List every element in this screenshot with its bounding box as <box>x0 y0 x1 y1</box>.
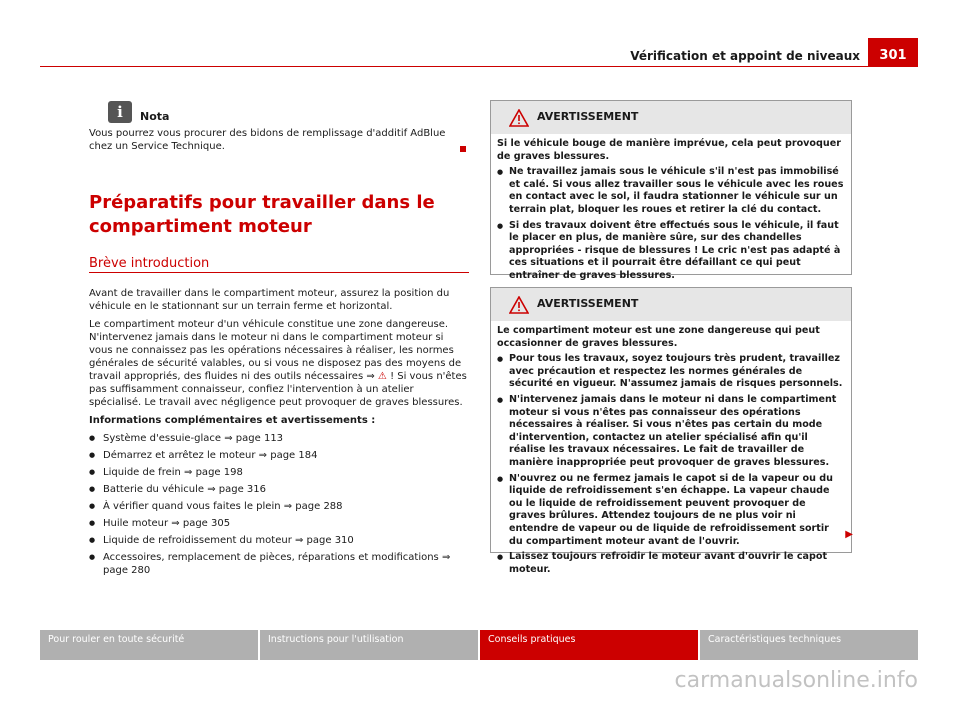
warning-intro: Si le véhicule bouge de manière imprévue, cela peut provoquer de graves blessures. <box>497 138 841 162</box>
list-item[interactable]: ● Système d'essuie-glace ⇒ page 113 <box>89 432 469 445</box>
warning-bullet: ● N'intervenez jamais dans le moteur ni dans le compartiment moteur si vous n'êtes pas connaisseur des opérations nécessaires à réaliser. Si vous n'êtes pas certain du mode d'intervention, contactez un atelier spécialisé afin qu'il réalise les travaux nécessaires. Le fait de travailler de manière inappropriée peut provoquer de graves blessures. <box>497 394 845 470</box>
warning-title: AVERTISSEMENT <box>537 110 639 124</box>
section-subtitle: Brève introduction <box>89 256 210 271</box>
continue-arrow-icon: ▶ <box>845 529 853 541</box>
reference-list <box>89 432 469 577</box>
footer-tabs <box>40 630 918 660</box>
list-item[interactable]: ● Liquide de refroidissement du moteur ⇒ page 310 <box>89 534 469 547</box>
warning-bullet: ● Si des travaux doivent être effectués sous le véhicule, il faut le placer en plus, de manière sûre, sur des chandelles appropriées - risque de blessures ! Le cric n'est pas adapté à ces situations et il pourrait être défaillant ce qui peut entraîner de graves blessures. <box>497 220 845 283</box>
warning-bullet: ● N'ouvrez ou ne fermez jamais le capot si de la vapeur ou du liquide de refroidissement s'en échappe. La vapeur chaude ou le liquide de refroidissement peuvent provoquer de graves brûlures. Attendez toujours de ne plus voir ni entendre de vapeur ou de liquide de refroidissement sortir du compartiment moteur avant de l'ouvrir. <box>497 473 845 549</box>
footer-tab-conseils[interactable]: Conseils pratiques <box>480 630 698 660</box>
subtitle-rule <box>89 272 469 273</box>
header-rule <box>40 66 918 67</box>
section-end-marker <box>460 146 466 152</box>
warning-header <box>491 101 851 134</box>
info-heading: Informations complémentaires et avertissements : <box>89 415 376 426</box>
warning-header <box>491 288 851 321</box>
watermark: carmanualsonline.info <box>674 668 918 693</box>
list-item[interactable]: ● À vérifier quand vous faites le plein ⇒ page 288 <box>89 500 469 513</box>
warning-title: AVERTISSEMENT <box>537 297 639 311</box>
section-title: Préparatifs pour travailler dans le compartiment moteur <box>89 192 435 237</box>
intro-paragraph-2-end: ! Si vous n'êtes pas suffisamment connaisseur, confiez l'intervention à un atelier spécialisé. Le travail avec négligence peut provoquer de graves blessures. <box>89 371 467 408</box>
warning-intro: Le compartiment moteur est une zone dangereuse qui peut occasionner de graves blessures. <box>497 325 820 349</box>
warning-bullet: ● Pour tous les travaux, soyez toujours très prudent, travaillez avec précaution et respectez les normes générales de sécurité en vigueur. N'assumez jamais de risques personnels. <box>497 353 845 391</box>
list-item[interactable]: ● Liquide de frein ⇒ page 198 <box>89 466 469 479</box>
list-item[interactable]: ● Batterie du véhicule ⇒ page 316 <box>89 483 469 496</box>
left-column <box>89 100 469 576</box>
warning-bullet: ● Laissez toujours refroidir le moteur avant d'ouvrir le capot moteur. <box>497 551 845 576</box>
footer-tab-caracteristiques[interactable]: Caractéristiques techniques <box>700 630 918 660</box>
footer-tab-securite[interactable]: Pour rouler en toute sécurité <box>40 630 258 660</box>
list-item[interactable]: ● Huile moteur ⇒ page 305 <box>89 517 469 530</box>
warning-bullet: ● Ne travaillez jamais sous le véhicule s'il n'est pas immobilisé et calé. Si vous allez travailler sous le véhicule avec les roues en contact avec le sol, il faudra stationner le véhicule sur un terrain plat, bloquer les roues et retirer la clé du contact. <box>497 166 845 216</box>
intro-paragraph-1: Avant de travailler dans le compartiment moteur, assurez la position du véhicule en le stationnant sur un terrain ferme et horizontal. <box>89 288 450 312</box>
warning-triangle-icon <box>509 296 529 314</box>
page-number-box: 301 <box>868 38 918 66</box>
list-item[interactable]: ● Accessoires, remplacement de pièces, réparations et modifications ⇒ page 280 <box>89 551 469 577</box>
warning-body <box>491 134 851 291</box>
running-header-title: Vérification et appoint de niveaux <box>630 49 860 63</box>
warning-triangle-icon <box>509 109 529 127</box>
info-i-icon: i <box>108 101 132 123</box>
warning-box-engine-compartment <box>490 287 853 575</box>
intro-paragraph-2 <box>89 318 469 409</box>
warning-triangle-icon: ⚠ <box>377 371 387 382</box>
footer-tab-utilisation[interactable]: Instructions pour l'utilisation <box>260 630 478 660</box>
nota-title: Nota <box>140 109 170 123</box>
intro-body <box>89 287 469 581</box>
intro-paragraph-2-start: Le compartiment moteur d'un véhicule constitue une zone dangereuse. N'intervenez jamais dans le moteur ni dans le compartiment moteur si vous ne connaissez pas les opérations nécessaires à réaliser, les normes générales de sécurité valables, ou si vous ne disposez pas des moyens de travail appropriés, des fluides ni des outils nécessaires ⇒ <box>89 319 462 382</box>
nota-heading <box>108 100 469 124</box>
warning-body <box>491 321 851 584</box>
nota-text: Vous pourrez vous procurer des bidons de remplissage d'additif AdBlue chez un Service Technique. <box>89 128 446 152</box>
warning-box-vehicle-movement <box>490 100 852 281</box>
list-item[interactable]: ● Démarrez et arrêtez le moteur ⇒ page 184 <box>89 449 469 462</box>
